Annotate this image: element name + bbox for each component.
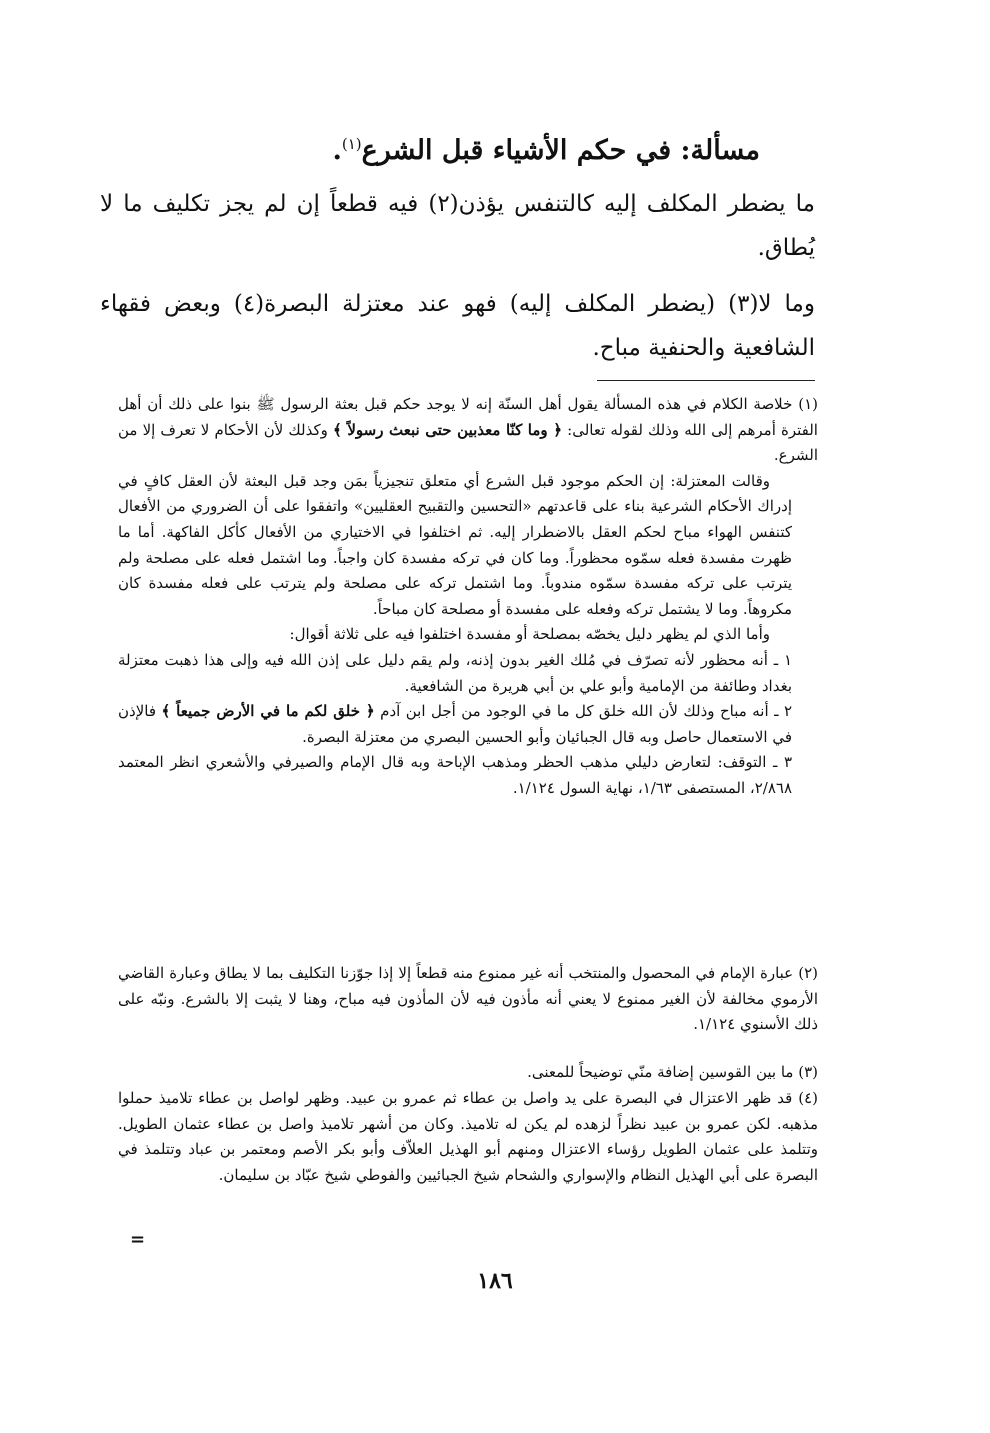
footnote-2-text: عبارة الإمام في المحصول والمنتخب أنه غير ممنوع منه قطعاً إلا إذا جوّزنا التكليف بما لا يطاق وعبارة القاضي الأرموي مخالفة لأن الغير ممنوع لا يعني أنه مأذون فيه لأن المأذون فيه مباح، وهنا لا يثبت إلا بالشرع. ونبّه على ذلك الأسنوي ١/١٢٤. <box>118 964 818 1034</box>
quran-verse: ﴿ وما كنّا معذبين حتى نبعث رسولاً ﴾ <box>332 420 563 439</box>
footnote-1 <box>118 392 818 802</box>
footnote-3-marker: (٣) <box>798 1063 818 1081</box>
view-2-end: فالإذن في الاستعمال حاصل وبه قال الجبائيان وأبو الحسين البصري من معتزلة البصرة. <box>118 702 792 746</box>
footnote-1-intro <box>118 392 818 469</box>
footnote-4-text: قد ظهر الاعتزال في البصرة على يد واصل بن عطاء ثم عمرو بن عبيد. وظهر لواصل بن عطاء تلاميذ حملوا مذهبه. لكن عمرو بن عبيد نظراً لزهده لم يكن له تلاميذ. وكان من أشهر تلاميذ واصل بن عطاء عثمان الطويل. وتتلمذ على عثمان الطويل رؤساء الاعتزال ومنهم أبو الهذيل العلاّف وأبو بكر الأصم ومعتمر بن عباد وتتلمذ في البصرة على أبي الهذيل النظام والإسواري والشحام شيخ الجبائيين والفوطي شيخ عبّاد بن سليمان. <box>118 1089 818 1184</box>
footnote-1-intro-text: خلاصة الكلام في هذه المسألة يقول أهل السنّة إنه لا يوجد حكم قبل بعثة الرسول ﷺ بنوا على ذلك أن أهل الفترة أمرهم إلى الله وذلك لقوله تعالى: <box>118 395 818 439</box>
footnote-4-marker: (٤) <box>798 1089 818 1107</box>
three-views-intro: وأما الذي لم يظهر دليل يخصّه بمصلحة أو مفسدة اختلفوا فيه على ثلاثة أقوال: <box>289 625 770 644</box>
view-2-text: ٢ ـ أنه مباح وذلك لأن الله خلق كل ما في الوجود من أجل ابن آدم <box>380 702 792 721</box>
continuation-mark: = <box>130 1229 146 1250</box>
footnote-1-intro-end: وكذلك لأن الأحكام لا تعرف إلا من الشرع. <box>118 420 818 465</box>
paragraph-2: وما لا(٣) (يضطر المكلف إليه) فهو عند معتزلة البصرة(٤) وبعض فقهاء الشافعية والحنفية مباح. <box>100 291 815 361</box>
view-3: ٣ ـ التوقف: لتعارض دليلي مذهب الحظر ومذهب الإباحة وبه قال الإمام والصيرفي والأشعري انظر المعتمد ٢/٨٦٨، المستصفى ١/٦٣، نهاية السول ١/١٢٤. <box>118 753 792 797</box>
page-number: ١٨٦ <box>477 1268 513 1294</box>
footnote-4 <box>118 1086 818 1188</box>
footnote-1-marker: (١) <box>798 395 818 413</box>
footnote-ref-1: (١) <box>341 135 362 153</box>
footnote-separator <box>597 380 815 381</box>
section-title <box>300 124 760 171</box>
footnote-2-marker: (٢) <box>798 964 818 982</box>
section-title-end: . <box>332 135 342 166</box>
quran-verse-2: ﴿ خلق لكم ما في الأرض جميعاً ﴾ <box>161 702 375 721</box>
view-1: ١ ـ أنه محظور لأنه تصرّف في مُلك الغير بدون إذنه، ولم يقم دليل على إذن الله فيه وإلى هذا ذهبت معتزلة بغداد وطائفة من الإمامية وأبو علي بن أبي هريرة من الشافعية. <box>118 650 792 695</box>
footnote-3 <box>118 1060 818 1086</box>
footnote-3-text: ما بين القوسين إضافة منّي توضيحاً للمعنى. <box>527 1063 794 1081</box>
mutazila-paragraph: وقالت المعتزلة: إن الحكم موجود قبل الشرع أي متعلق تنجيزياً بمَن وجد قبل البعثة لأن العقل كافٍ في إدراك الأحكام الشرعية بناء على قاعدتهم «التحسين والتقبيح العقليين» واتفقوا على أن الضروري من الأفعال كتنفس الهواء مباح لحكم العقل بالاضطرار إليه. ثم اختلفوا في الاختياري من الأفعال كأكل الفاكهة. أما ما ظهرت مفسدة فعله سمّوه محظوراً. وما كان في تركه مفسدة كان واجباً. وما اشتمل فعله على مصلحة ولم يترتب على تركه مفسدة سمّوه مندوباً. وما اشتمل تركه على مصلحة ولم يترتب على فعله مفسدة كان مكروهاً. وما لا يشتمل تركه وفعله على مفسدة أو مصلحة كان مباحاً. <box>118 471 792 618</box>
section-title-text: مسألة: في حكم الأشياء قبل الشرع <box>361 135 760 166</box>
paragraph-1: ما يضطر المكلف إليه كالتنفس يؤذن(٢) فيه قطعاً إن لم يجز تكليف ما لا يُطاق. <box>100 191 815 261</box>
footnote-2 <box>118 961 818 1038</box>
view-2 <box>118 699 818 750</box>
